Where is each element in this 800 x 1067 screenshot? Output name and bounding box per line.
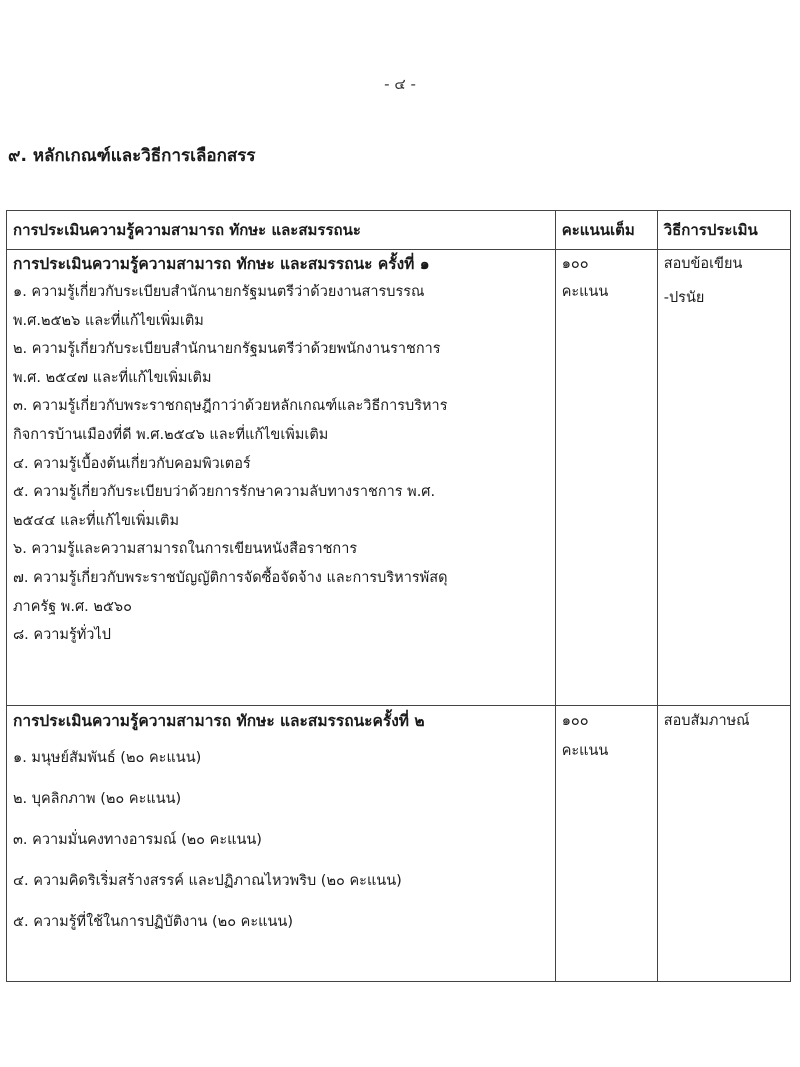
list-item: ๓. ความรู้เกี่ยวกับพระราชกฤษฎีกาว่าด้วยหลักเกณฑ์และวิธีการบริหาร <box>13 398 448 415</box>
assessment-cell <box>7 250 556 706</box>
score-value: ๑๐๐ <box>561 713 589 729</box>
list-item: ๓. ความมั่นคงทางอารมณ์ (๒๐ คะแนน) <box>13 832 262 848</box>
method-text: สอบสัมภาษณ์ <box>663 713 750 729</box>
list-item: ๗. ความรู้เกี่ยวกับพระราชบัญญัติการจัดซื้อจัดจ้าง และการบริหารพัสดุ <box>13 569 448 586</box>
score-cell <box>555 706 657 982</box>
list-item: ๒. ความรู้เกี่ยวกับระเบียบสำนักนายกรัฐมนตรีว่าด้วยพนักงานราชการ <box>13 341 441 358</box>
list-item: ๕. ความรู้เกี่ยวกับระเบียบว่าด้วยการรักษาความลับทางราชการ พ.ศ. <box>13 484 436 501</box>
list-item: ภาครัฐ พ.ศ. ๒๕๖๐ <box>13 598 132 615</box>
page-number: - ๔ - <box>384 75 416 93</box>
method-cell <box>657 706 790 982</box>
selection-criteria-table <box>6 210 791 982</box>
list-item: ๔. ความรู้เบื้องต้นเกี่ยวกับคอมพิวเตอร์ <box>13 455 251 472</box>
header-method: วิธีการประเมิน <box>657 211 790 250</box>
section-heading: ๙. หลักเกณฑ์และวิธีการเลือกสรร <box>8 146 256 166</box>
score-value: ๑๐๐ <box>561 256 589 272</box>
list-item: ๑. ความรู้เกี่ยวกับระเบียบสำนักนายกรัฐมนตรีว่าด้วยงานสารบรรณ <box>13 284 425 300</box>
score-cell <box>555 250 657 706</box>
score-unit: คะแนน <box>561 284 609 300</box>
method-cell <box>657 250 790 706</box>
assessment-cell <box>7 706 556 982</box>
list-item: ๘. ความรู้ทั่วไป <box>13 627 111 644</box>
list-item: พ.ศ. ๒๕๔๗ และที่แก้ไขเพิ่มเติม <box>13 369 212 386</box>
table-row <box>7 706 791 982</box>
assessment-title: การประเมินความรู้ความสามารถ ทักษะ และสมรรถนะ ครั้งที่ ๑ <box>13 255 430 273</box>
table-row <box>7 250 791 706</box>
list-item: ๖. ความรู้และความสามารถในการเขียนหนังสือราชการ <box>13 541 358 558</box>
list-item: ๕. ความรู้ที่ใช้ในการปฏิบัติงาน (๒๐ คะแนน) <box>13 914 293 930</box>
assessment-title: การประเมินความรู้ความสามารถ ทักษะ และสมรรถนะครั้งที่ ๒ <box>13 712 425 730</box>
method-subtext: -ปรนัย <box>663 290 705 306</box>
table-header-row <box>7 211 791 250</box>
method-text: สอบข้อเขียน <box>663 256 743 272</box>
list-item: ๔. ความคิดริเริ่มสร้างสรรค์ และปฏิภาณไหวพริบ (๒๐ คะแนน) <box>13 873 402 889</box>
score-unit: คะแนน <box>561 743 609 759</box>
list-item: กิจการบ้านเมืองที่ดี พ.ศ.๒๕๔๖ และที่แก้ไขเพิ่มเติม <box>13 426 329 443</box>
list-item: ๒. บุคลิกภาพ (๒๐ คะแนน) <box>13 791 182 807</box>
list-item: พ.ศ.๒๕๒๖ และที่แก้ไขเพิ่มเติม <box>13 312 204 329</box>
list-item: ๒๕๔๔ และที่แก้ไขเพิ่มเติม <box>13 512 179 529</box>
header-assessment: การประเมินความรู้ความสามารถ ทักษะ และสมรรถนะ <box>7 211 556 250</box>
list-item: ๑. มนุษย์สัมพันธ์ (๒๐ คะแนน) <box>13 750 202 766</box>
header-full-score: คะแนนเต็ม <box>555 211 657 250</box>
